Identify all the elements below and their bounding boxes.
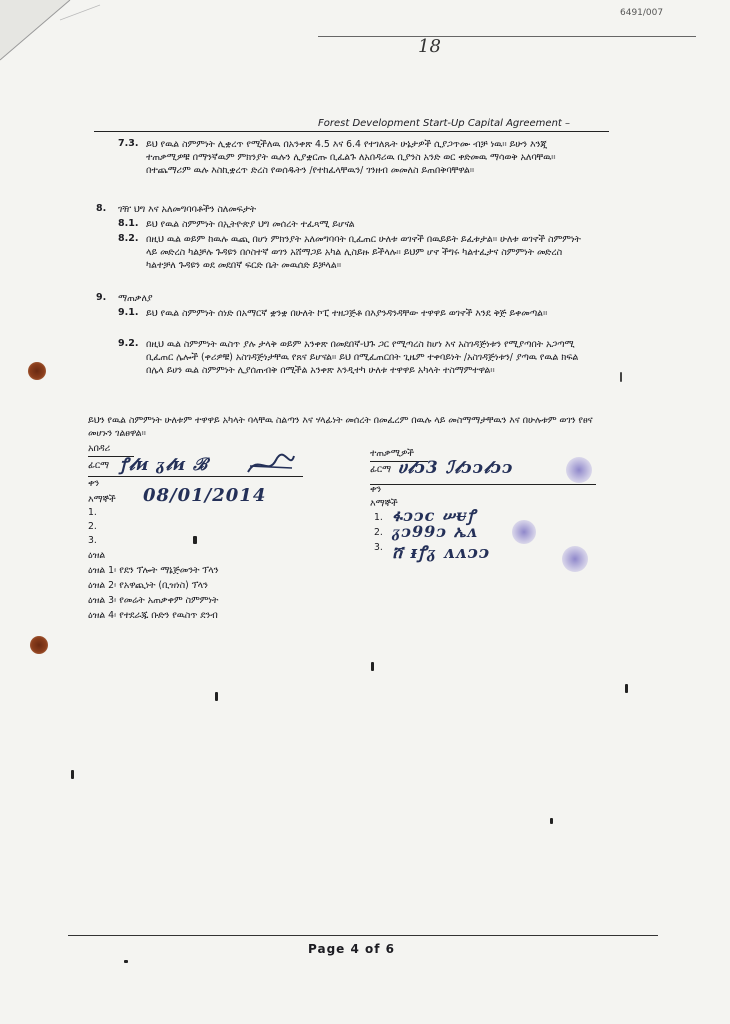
beneficiaries-sign-line: [370, 484, 596, 485]
top-rule: [318, 36, 696, 37]
lender-date-label: ቀን: [88, 478, 100, 489]
ink-stamp: [566, 457, 592, 483]
beneficiaries-heading: ተጠቃሚዎች: [370, 448, 414, 459]
clause-number: 8.2.: [118, 233, 139, 244]
lender-witness-3: 3.: [88, 535, 97, 546]
lender-date-value: 08/01/2014: [143, 485, 267, 506]
section-number: 9.: [96, 292, 107, 303]
beneficiaries-witness-1-signature: ፋᴐᴐc ሠᵾꝭ: [392, 506, 476, 525]
beneficiaries-witness-3-signature: ሸ ᵻꝭᵹ ᴧᴧᴐᴐ: [392, 543, 491, 563]
section-heading: ማጠቃለያ: [118, 293, 153, 304]
scan-speck: [371, 662, 374, 671]
corner-fold: [0, 0, 110, 110]
section-heading: ገዥ ህግ እና አለመግባባቶችን ስለመፍታት: [118, 204, 257, 215]
beneficiaries-witness-2-signature: ᵹᴐ99ᴐ ኤᴧ: [392, 522, 478, 541]
punch-hole: [30, 636, 48, 654]
clause-text: ይህ የዉል ስምምነት በኢትዮጵያ ህግ መሰረት ተፈጻሚ ይሆናል: [146, 219, 355, 230]
scan-speck: [620, 372, 622, 382]
beneficiaries-witness-3: 3.: [374, 542, 383, 553]
clause-number: 7.3.: [118, 138, 139, 149]
annex-heading: ዕዝል: [88, 550, 106, 561]
clause-text: በዚህ ዉል ወይም ከዉሉ ዉጪ በሆነ ምክንያት አለመግባባት ቢፈጠር ሁለቱ ወገኖች በዉይይት ይፈቱታል። ሁለቱ ወገኖች ስምምነት ላይ መድረስ ካልቻሉ ጉዳዩን በሶስተኛ ወገን አሸማጋይ አካል ሊስይዙ ይችላሉ። ይህም ሆኖ ችግሩ ካልተፈታና ስምምነት መድረስ ካልተቻለ ጉዳዩን ወደ መደበኛ ፍርድ ቤት መዉሰድ ይቻላል።: [146, 234, 581, 272]
lender-heading: አበዳሪ: [88, 443, 111, 454]
clause-text: ይህ የዉል ስምምነት ሊቋረጥ የሚችለዉ በአንቀጽ 4.5 እና 6.4 የተገለጹት ሁኔታዎች ሲያጋጥሙ ብቻ ነዉ። ይሁን እንጂ ተጠቃሚዎቹ በማንኛዉም ምክንያት ዉሉን ሊያቋርጡ ቢፈልጉ ለአበዳሪዉ ቢያንስ አንድ ወር ቀድመዉ ማሳወቅ አለባቸዉ። በተጨማሪም ዉሉ እስኪቋረጥ ድረስ የወሰዱትን /የተከፈላቸዉን/ ገንዘብ መመለስ ይጠበቅባቸዋል።: [146, 139, 556, 177]
scan-speck: [193, 536, 197, 544]
annex-item: ዕዝል 1፡ የደን ፕሎት ማኔጅመንት ፕላን: [88, 565, 219, 576]
lender-witness-2: 2.: [88, 521, 97, 532]
annex-item: ዕዝል 3፡ የመሬት አጠቃቀም ስምምነት: [88, 595, 219, 606]
punch-hole: [28, 362, 46, 380]
scan-speck: [215, 692, 218, 701]
ink-stamp: [512, 520, 536, 544]
header-rule: [94, 131, 609, 132]
closing-paragraph: ይህን የዉል ስምምነት ሁለቱም ተዋዋይ አካላት ባላቸዉ ስልጣን እና ሃላፊነት መሰረት በመፈረም በዉሉ ላይ መስማማታቸዉን እና በሁሉቱም ወገን የፀና መሆኑን ገልፀዋል።: [88, 415, 593, 440]
footer-rule: [68, 935, 658, 936]
scan-speck: [124, 960, 128, 963]
clause-number: 9.2.: [118, 338, 139, 349]
lender-sign-line: [88, 476, 303, 477]
annex-item: ዕዝል 2፡ የአዋጪነት (ቢዝነስ) ፕላን: [88, 580, 208, 591]
beneficiaries-date-label: ቀን: [370, 484, 382, 495]
lender-sign-label: ፊርማ: [88, 460, 109, 471]
section-number: 8.: [96, 203, 107, 214]
beneficiaries-witness-1: 1.: [374, 512, 383, 523]
page-footer: Page 4 of 6: [308, 942, 395, 956]
scan-speck: [625, 684, 628, 693]
scan-speck: [550, 818, 553, 824]
beneficiaries-witness-label: እማኞች: [370, 498, 398, 509]
ink-stamp: [562, 546, 588, 572]
lender-witness-label: እማኞች: [88, 494, 116, 505]
beneficiaries-witness-2: 2.: [374, 527, 383, 538]
annex-item: ዕዝል 4፡ የተደራጁ ቡድን የዉስጥ ደንብ: [88, 610, 218, 621]
beneficiaries-signature: ሀ𝓁ᴐ3 ℐ𝓁ᴐᴐ𝓁ᴐᴐ: [398, 458, 514, 478]
lender-witness-1: 1.: [88, 507, 97, 518]
lender-signature: ꝭ𝓁ᴎ ᵹ𝓁ᴎ ℬ: [120, 455, 209, 475]
document-header-title: Forest Development Start-Up Capital Agreement –: [318, 118, 571, 129]
clause-text: በዚህ ዉል ስምምነት ዉስጥ ያሉ ታላቅ ወይም አንቀጽ በመደበኛ-ህጉ ጋር የሚጣረስ ከሆነ እና አስገዳጅነቱን የሚያጣበት አጋጣሚ ቢፈጠር ሌሎች (ቀሪዎቹ) አስገዳጅነታቸዉ የጸና ይሆናል። ይህ በሚፈጠርበት ጊዜም ተቀባይነት /አስገዳጅነቱን/ ያጣዉ የዉል ክፍል በሌላ ይሀን ዉል ስምምነት ሊያሰጠብቅ በሚችል አንቀጽ እንዲተካ ሁለቱ ተዋዋይ አካላት ተስማምተዋል።: [146, 339, 579, 377]
beneficiaries-sign-label: ፊርማ: [370, 464, 391, 475]
handwritten-page-number: 18: [418, 36, 441, 57]
clause-number: 8.1.: [118, 218, 139, 229]
scan-speck: [71, 770, 74, 779]
clause-number: 9.1.: [118, 307, 139, 318]
reference-stamp: 6491/007: [620, 8, 664, 18]
lender-signature-flourish: [246, 452, 296, 478]
clause-text: ይህ የዉል ስምምነት ሰነድ በአማርኛ ቋንቋ በሁለት ኮፒ ተዘጋጅቶ በእያንዳንዳቸው ተዋዋይ ወገኖች እንደ ቅጅ ይቀመጣል።: [146, 308, 548, 319]
